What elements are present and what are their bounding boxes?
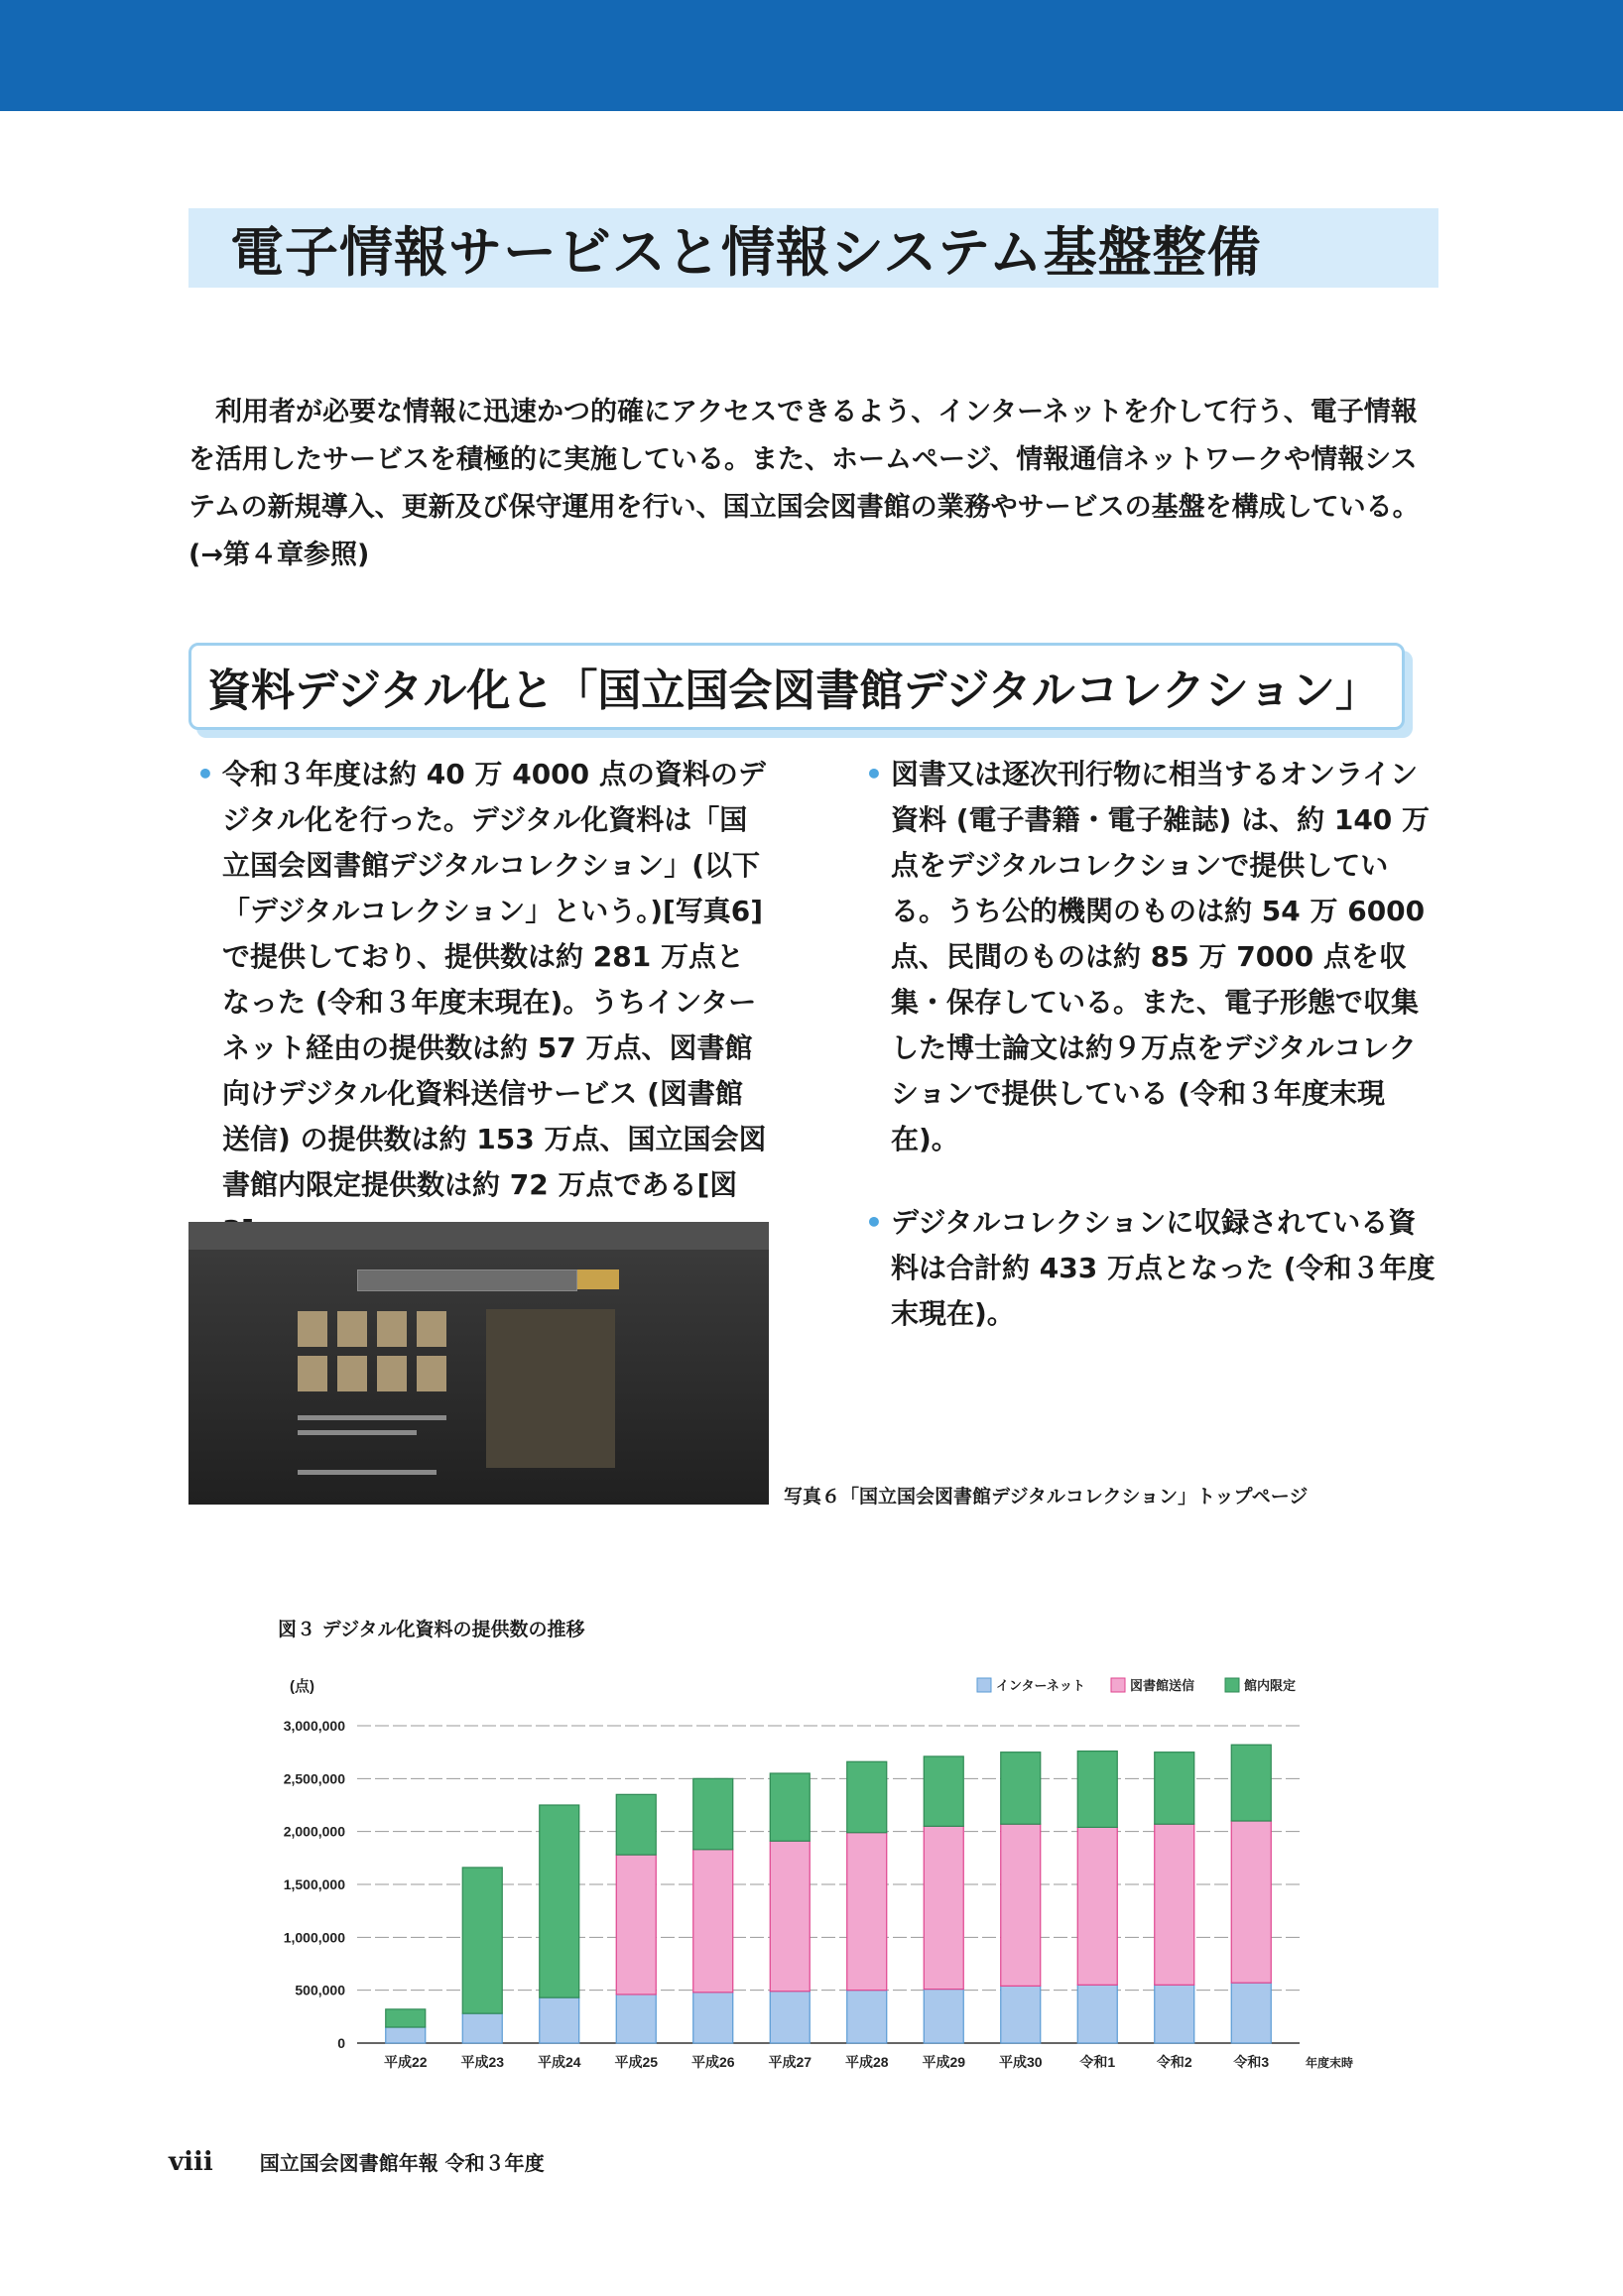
y-tick-label: 0: [337, 2035, 345, 2051]
bar-segment: [1077, 1752, 1117, 1828]
legend-label: 図書館送信: [1130, 1678, 1195, 1693]
bar-segment: [1231, 1821, 1271, 1983]
x-axis-unit-label: 年度末時: [1306, 2056, 1354, 2070]
digital-collection-screenshot: [188, 1222, 769, 1505]
chart-title: 図３ デジタル化資料の提供数の推移: [278, 1619, 585, 1640]
y-tick-label: 1,000,000: [283, 1929, 345, 1946]
legend-label: インターネット: [996, 1678, 1085, 1693]
photo-thumbnail: [417, 1311, 446, 1347]
bar-segment: [924, 1990, 963, 2043]
bar-segment: [693, 1850, 733, 1993]
bar-segment: [770, 1841, 810, 1991]
bar-segment: [1001, 1824, 1041, 1986]
x-tick-label: 令和2: [1156, 2054, 1192, 2070]
bar-segment: [847, 1833, 887, 1991]
section-title: 資料デジタル化と「国立国会図書館デジタルコレクション」: [207, 665, 1379, 716]
bar-segment: [924, 1826, 963, 1989]
y-tick-label: 1,500,000: [283, 1876, 345, 1892]
bar-segment: [1231, 1745, 1271, 1821]
y-axis-unit-label: (点): [290, 1678, 314, 1695]
bar-segment: [693, 1778, 733, 1849]
legend-label: 館内限定: [1244, 1678, 1297, 1693]
legend-swatch: [1225, 1678, 1239, 1692]
legend-swatch: [1111, 1678, 1125, 1692]
bullet-item: • デジタルコレクションに収録されている資料は合計約 433 万点となった (令和３年度末現在)。: [863, 1200, 1438, 1337]
bar-segment: [847, 1761, 887, 1832]
bar-segment: [1001, 1986, 1041, 2043]
section-heading-box: [188, 643, 1405, 730]
photo-thumbnail: [337, 1356, 367, 1391]
photo-top-bar: [188, 1222, 769, 1250]
bar-segment: [1231, 1983, 1271, 2043]
bar-segment: [1077, 1985, 1117, 2043]
bar-segment: [616, 1994, 656, 2043]
x-tick-label: 平成25: [614, 2054, 659, 2070]
left-column: [194, 752, 770, 1291]
bar-segment: [1155, 1824, 1194, 1985]
x-tick-label: 平成28: [844, 2054, 889, 2070]
bar-segment: [540, 1805, 579, 1997]
photo-thumbnail: [377, 1356, 407, 1391]
x-tick-label: 平成22: [383, 2054, 428, 2070]
photo-side-panel: [486, 1309, 615, 1468]
photo-thumbnail: [298, 1356, 327, 1391]
x-tick-label: 平成26: [690, 2054, 735, 2070]
bar-segment: [1001, 1752, 1041, 1825]
y-tick-label: 2,000,000: [283, 1823, 345, 1840]
photo-text-line: [298, 1415, 446, 1420]
right-column: [863, 752, 1438, 1375]
x-tick-label: 令和1: [1079, 2054, 1116, 2070]
bar-segment: [770, 1992, 810, 2043]
x-tick-label: 平成30: [998, 2054, 1043, 2070]
x-tick-label: 令和3: [1233, 2054, 1270, 2070]
bar-segment: [847, 1991, 887, 2043]
bar-segment: [616, 1855, 656, 1994]
x-tick-label: 平成29: [922, 2054, 966, 2070]
y-tick-label: 3,000,000: [283, 1718, 345, 1734]
page-number: viii: [169, 2147, 213, 2177]
intro-paragraph: 利用者が必要な情報に迅速かつ的確にアクセスできるよう、インターネットを介して行う、電子情報を活用したサービスを積極的に実施している。また、ホームページ、情報通信ネットワークや情報システムの新規導入、更新及び保守運用を行い、国立国会図書館の業務やサービスの基盤を構成している。(→第４章参照): [188, 397, 1420, 570]
bullet-item: • 令和３年度は約 40 万 4000 点の資料のデジタル化を行った。デジタル化資料は「国立国会図書館デジタルコレクション」(以下「デジタルコレクション」という。)[写真6] で提供しており、提供数は約 281 万点となった (令和３年度末現在)。うちインターネット経由の提供数は約 57 万点、図書館向けデジタル化資料送信サービス (図書館送信) の提供数は約 153 万点、国立国会図書館内限定提供数は約 72 万点である[図: [194, 752, 770, 1254]
x-tick-label: 平成24: [537, 2054, 581, 2070]
chapter-title: 電子情報サービスと情報システム基盤整備: [230, 220, 1262, 284]
page-footer: [169, 2147, 545, 2177]
bar-segment: [386, 2027, 426, 2043]
chapter-title-band: [188, 208, 1438, 288]
bar-segment: [770, 1773, 810, 1841]
photo-thumbnail: [337, 1311, 367, 1347]
photo-text-line: [298, 1430, 417, 1435]
bar-segment: [462, 1868, 502, 2013]
top-color-bar: [0, 0, 1623, 111]
photo-thumbnail: [298, 1311, 327, 1347]
publication-name: 国立国会図書館年報 令和３年度: [259, 2151, 545, 2175]
bar-segment: [462, 2013, 502, 2043]
photo-text-line: [298, 1470, 437, 1475]
legend-swatch: [977, 1678, 991, 1692]
photo-caption: 写真６「国立国会図書館デジタルコレクション」トップページ: [784, 1486, 1309, 1508]
y-tick-label: 500,000: [295, 1982, 345, 1998]
photo-search-button: [577, 1269, 619, 1289]
bar-segment: [616, 1794, 656, 1855]
bar-segment: [540, 1997, 579, 2043]
y-tick-label: 2,500,000: [283, 1770, 345, 1787]
photo-thumbnail: [377, 1311, 407, 1347]
bar-segment: [386, 2009, 426, 2027]
stacked-bar-chart: [248, 1656, 1389, 2093]
x-tick-label: 平成27: [768, 2054, 812, 2070]
x-tick-label: 平成23: [460, 2054, 505, 2070]
bar-segment: [1077, 1827, 1117, 1985]
photo-search-box: [357, 1269, 577, 1291]
bullet-item: • 図書又は逐次刊行物に相当するオンライン資料 (電子書籍・電子雑誌) は、約 140 万点をデジタルコレクションで提供している。うち公的機関のものは約 54 万 6000 点、民間のものは約 85 万 7000 点を収集・保存している。また、電子形態で収集した博士論文は約９万点をデジタルコレクションで提供している (令和３年度末現在)。: [863, 752, 1438, 1162]
bar-segment: [1155, 1985, 1194, 2043]
bar-segment: [924, 1756, 963, 1826]
bar-segment: [1155, 1752, 1194, 1825]
bar-segment: [693, 1993, 733, 2043]
photo-thumbnail: [417, 1356, 446, 1391]
